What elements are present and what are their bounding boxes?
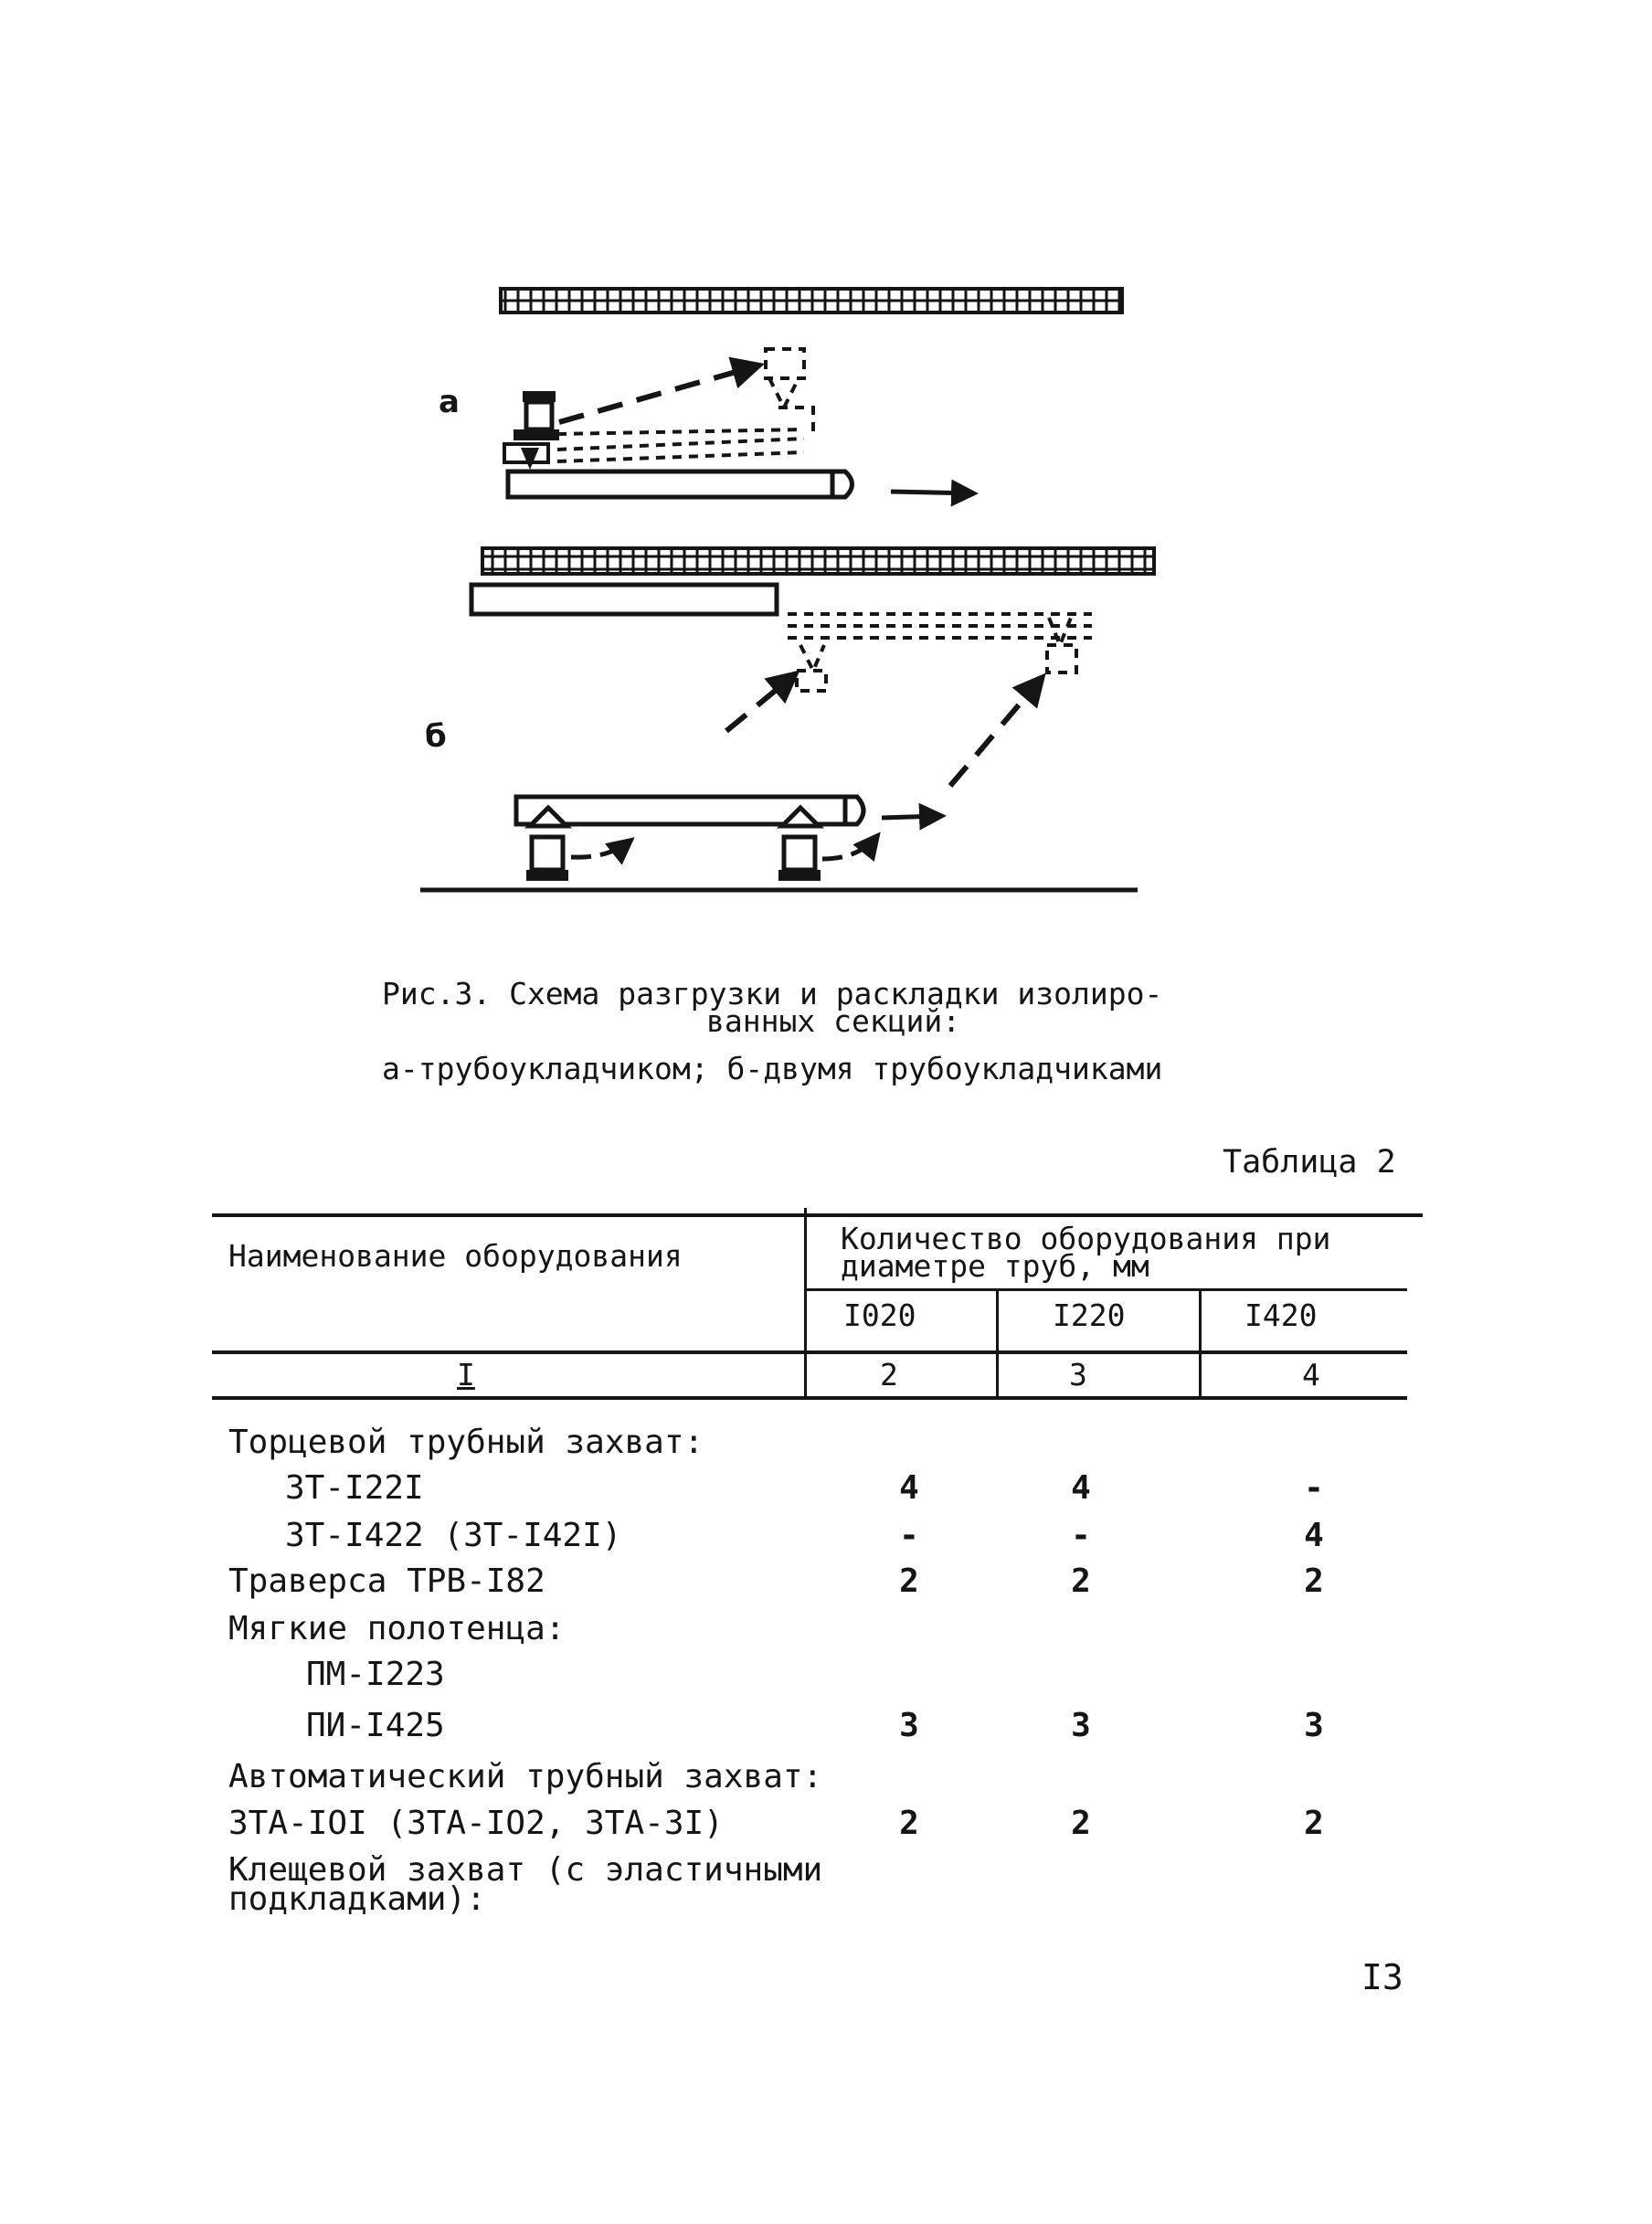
placed-pipe-b xyxy=(471,585,777,614)
figure-caption-line1: Рис.3. Схема разгрузки и раскладки изолиро- xyxy=(382,976,1163,1011)
header-diameter-1420: I420 xyxy=(1244,1297,1318,1333)
page-number: I3 xyxy=(1361,1957,1403,1997)
arrow-b4 xyxy=(822,836,877,859)
row-name: ЗТ-I22I xyxy=(285,1469,424,1507)
pipelayer-icon xyxy=(504,391,559,470)
row-name: ПМ-I223 xyxy=(306,1656,445,1693)
row-value-1220: 2 xyxy=(1071,1562,1091,1600)
header-bottom-rule xyxy=(212,1350,1407,1354)
row-value-1020: 3 xyxy=(899,1707,919,1744)
row-value-1220: - xyxy=(1071,1517,1091,1554)
row-name: ЗТА-IOI (ЗТА-IO2, ЗТА-3I) xyxy=(228,1805,724,1842)
row-name: Торцевой трубный захват: xyxy=(228,1424,704,1461)
row-name: Мягкие полотенца: xyxy=(228,1610,566,1647)
diameter-rule xyxy=(804,1288,1407,1291)
column-number-3: 3 xyxy=(1069,1357,1087,1393)
header-equipment-name: Наименование оборудования xyxy=(228,1238,683,1274)
row-name: Клещевой захват (с эластичными xyxy=(228,1851,823,1889)
row-value-1220: 3 xyxy=(1071,1707,1091,1744)
lift-arrow-b2 xyxy=(950,678,1042,786)
label-b: б xyxy=(425,718,447,755)
target-position-dashed xyxy=(557,349,813,461)
stacked-pipes-b xyxy=(482,548,1154,574)
row-value-1020: 2 xyxy=(899,1805,919,1842)
column-number-2: 2 xyxy=(880,1357,898,1393)
row-value-1420: 2 xyxy=(1304,1562,1324,1600)
row-name: ЗТ-I422 (ЗТ-I42I) xyxy=(285,1517,622,1554)
row-value-1420: 4 xyxy=(1304,1517,1324,1554)
column-divider-2 xyxy=(996,1288,999,1396)
header-diameter-1020: I020 xyxy=(843,1297,916,1333)
row-name: Траверса ТРВ-I82 xyxy=(228,1562,545,1600)
lifted-positions-dashed xyxy=(788,614,1092,691)
scheme-a xyxy=(501,289,1122,497)
row-value-1220: 4 xyxy=(1071,1469,1091,1507)
column-divider-3 xyxy=(1199,1288,1202,1396)
row-value-1020: 4 xyxy=(899,1469,919,1507)
stacked-pipes-a xyxy=(501,289,1122,312)
pipe-section-a xyxy=(508,471,832,497)
table-top-rule xyxy=(212,1213,1423,1217)
move-arrow-b xyxy=(882,816,941,818)
unloading-scheme-figure xyxy=(0,0,1652,923)
arrow-b3 xyxy=(571,841,630,857)
row-value-1420: 3 xyxy=(1304,1707,1324,1744)
label-a: а xyxy=(439,384,460,420)
table-title: Таблица 2 xyxy=(1223,1144,1396,1181)
row-value-1420: 2 xyxy=(1304,1805,1324,1842)
scheme-b xyxy=(420,548,1154,890)
figure-caption-line3: а-трубоукладчиком; б-двумя трубоукладчиками xyxy=(382,1051,1163,1086)
number-row-rule xyxy=(212,1396,1407,1400)
column-divider-1 xyxy=(804,1208,807,1396)
row-value-1020: 2 xyxy=(899,1562,919,1600)
row-name: подкладками): xyxy=(228,1880,486,1918)
row-name: Автоматический трубный захват: xyxy=(228,1758,823,1795)
row-name: ПИ-I425 xyxy=(306,1707,445,1744)
row-value-1020: - xyxy=(899,1517,919,1554)
header-quantity-line1: Количество оборудования при xyxy=(841,1221,1331,1256)
row-value-1220: 2 xyxy=(1071,1805,1091,1842)
column-number-1: I xyxy=(457,1357,475,1393)
move-arrow-a xyxy=(891,492,973,493)
lift-arrow xyxy=(559,365,758,422)
lift-arrow-b1 xyxy=(726,674,795,731)
header-quantity-line2: диаметре труб, мм xyxy=(841,1248,1149,1284)
figure-caption-line2: ванных секций: xyxy=(706,1003,961,1039)
header-diameter-1220: I220 xyxy=(1053,1297,1126,1333)
row-value-1420: - xyxy=(1304,1469,1324,1507)
column-number-4: 4 xyxy=(1302,1357,1320,1393)
